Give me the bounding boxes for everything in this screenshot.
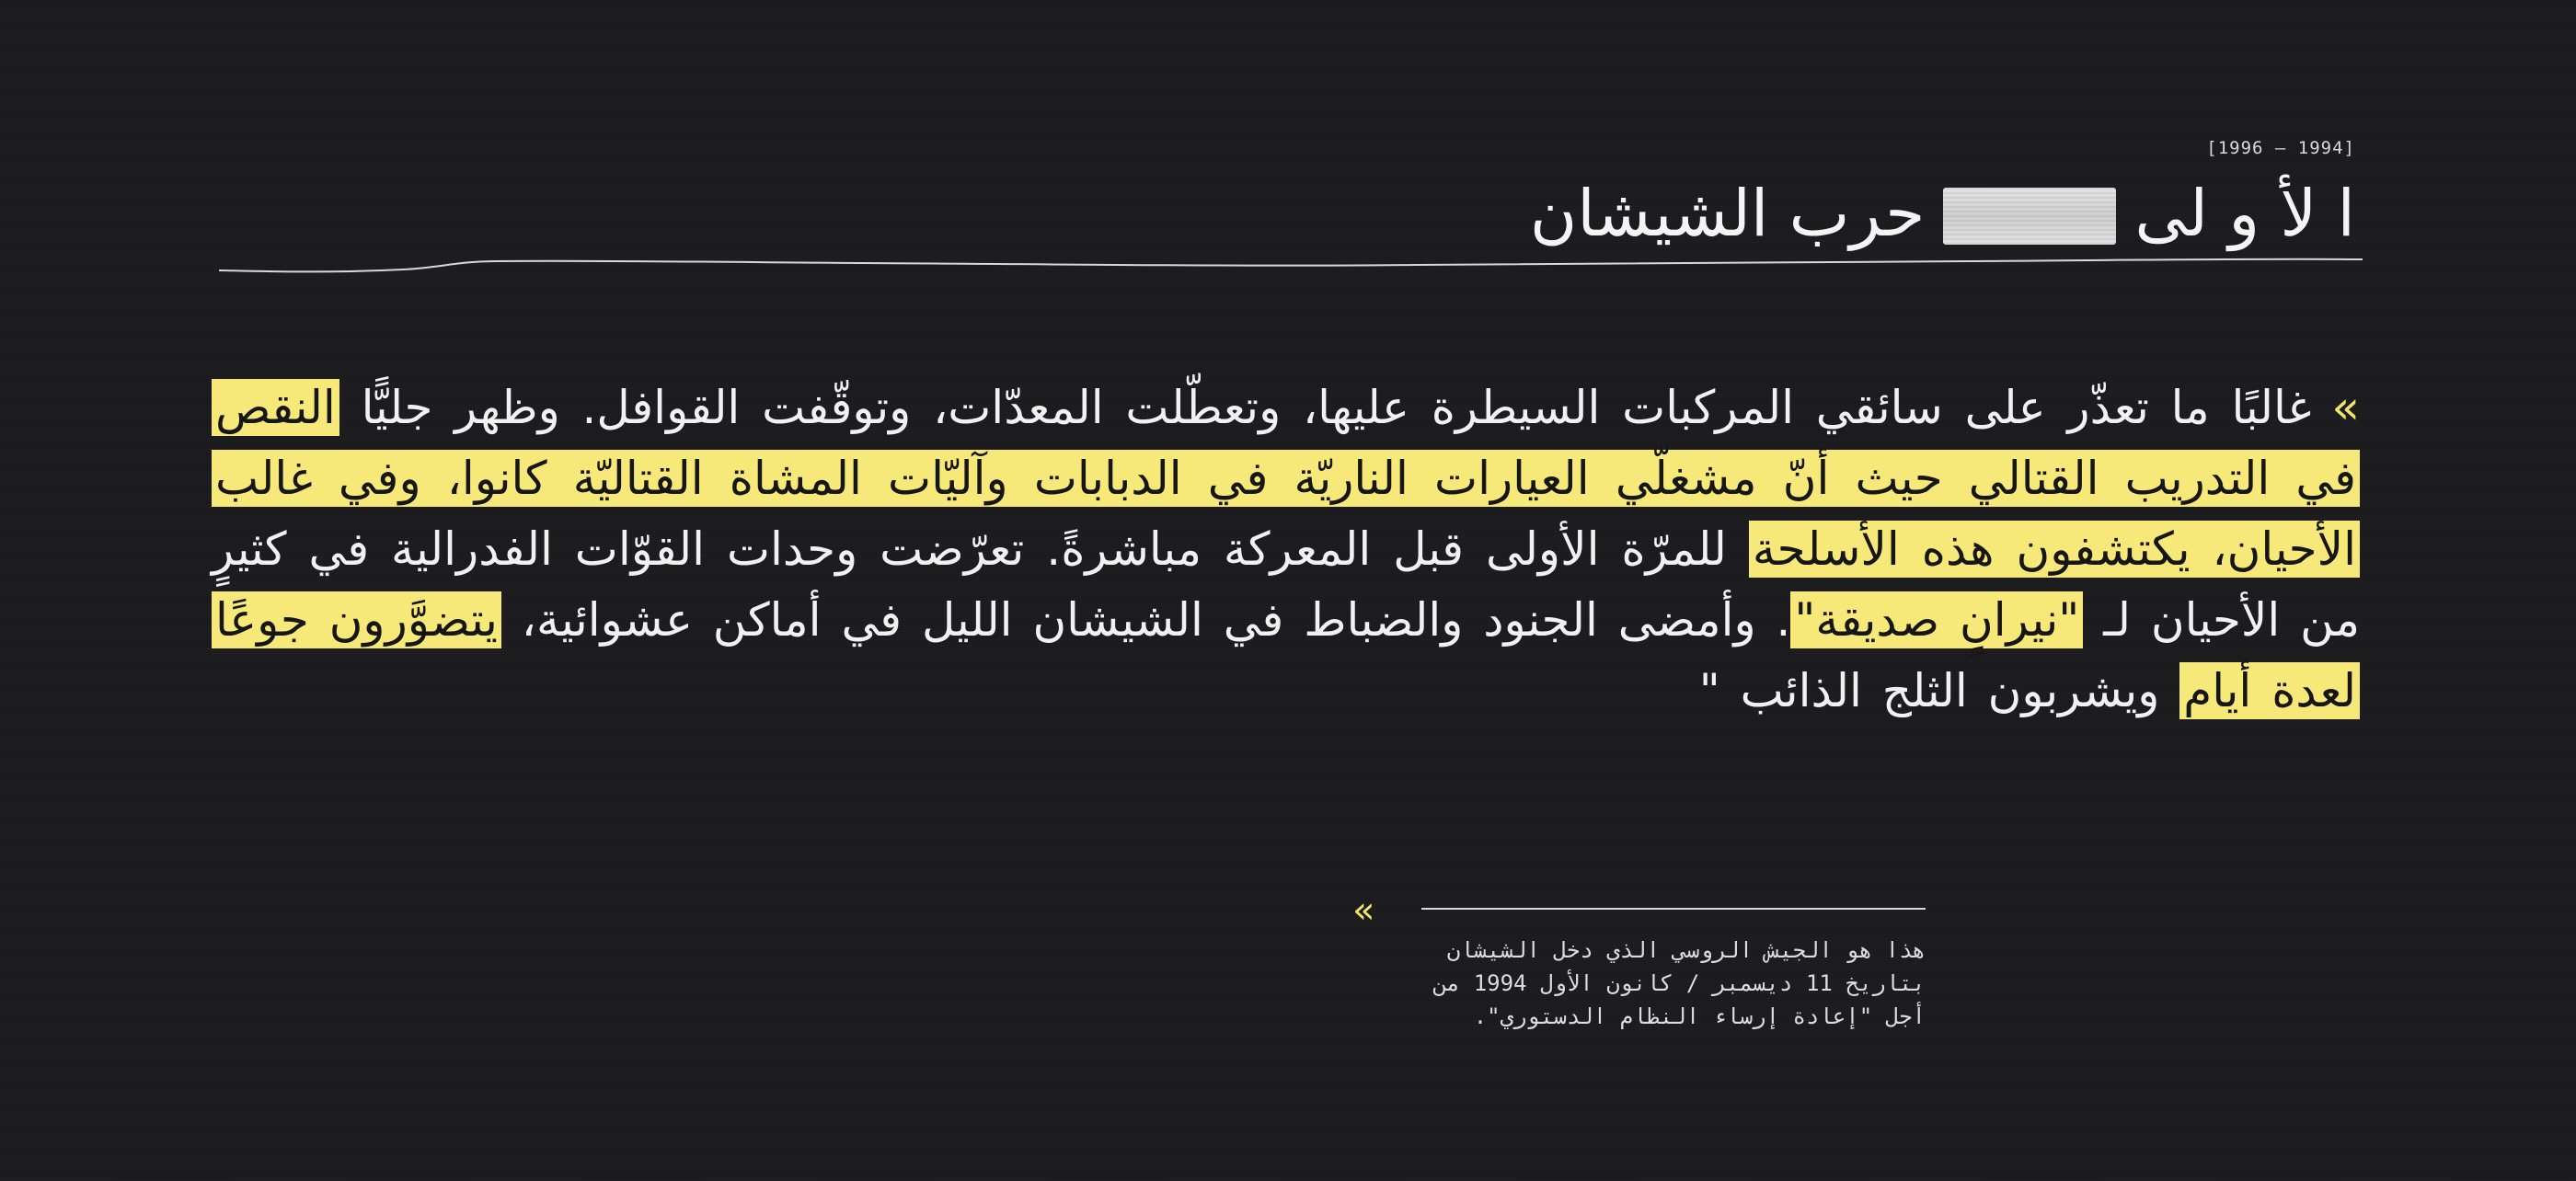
quote-segment: غالبًا ما تعذّر على سائقي المركبات السيطرة عليها، وتعطّلت المعدّات، وتوقّفت القوافل. وظهر جليًّا [339, 381, 2312, 434]
highlight-training-deficiency: النقص في التدريب القتالي حيث أنّ مشغلّي العيارات الناريّة في الدبابات وآليّات المشاة القتاليّة كانوا، وفي غالب الأحيان، يكتشفون هذه الأسلحة [212, 379, 2360, 578]
title-part-first: ا لأ و لى [2134, 176, 2355, 251]
quote-segment: للمرّة الأولى قبل المعركة مباشرةً. تعرّضت وحدات القوّات الفدرالية في كثيرٍ من الأحيان لـ [212, 522, 2360, 647]
footnote-quote-icon: « [1352, 889, 1375, 932]
quote-segment: ويشربون الثلج الذائب " [1698, 664, 2180, 717]
quote-body [212, 373, 2360, 727]
highlight-starvation: يتضوَّرون جوعًا لعدة أيام [212, 591, 2360, 719]
redaction-block [1943, 188, 2116, 245]
title-part-second: حرب الشيشان [1529, 176, 1926, 251]
highlight-friendly-fire: "نيرانٍ صديقة" [1790, 591, 2083, 648]
title-underline [219, 250, 2363, 278]
open-quote-icon: » [2331, 381, 2360, 434]
footnote-divider [1421, 908, 1926, 910]
page-title [1530, 167, 2355, 259]
quote-segment: . وأمضى الجنود والضباط في الشيشان الليل في أماكن عشوائية، [500, 593, 1791, 647]
date-range: [1996 – 1994] [2206, 138, 2355, 158]
footnote-text: هذا هو الجيش الروسي الذي دخل الشيشان بتاريخ 11 ديسمبر / كانون الأول 1994 من أجل "إعادة إرساء النظام الدستوري". [1433, 937, 1926, 1029]
